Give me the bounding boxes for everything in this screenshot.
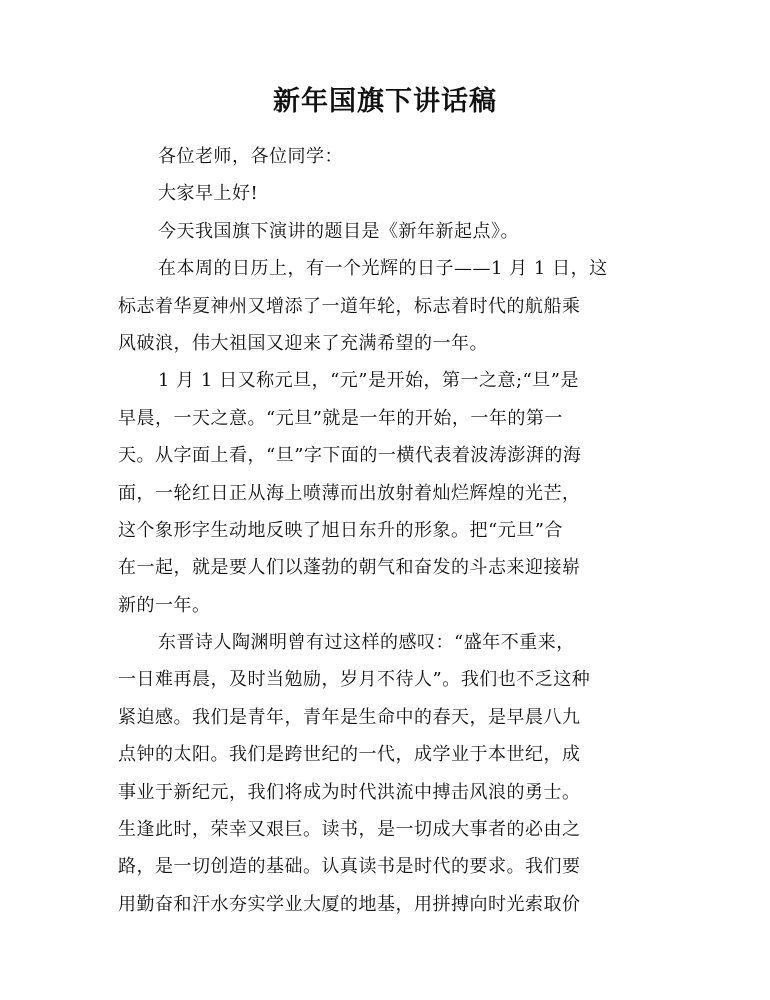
text-line: 1 月 1 日又称元旦，“元”是开始，第一之意;“旦”是 [158, 370, 579, 392]
text-line: 紧迫感。我们是青年，青年是生命中的春天，是早晨八九 [118, 706, 581, 728]
text-line: 东晋诗人陶渊明曾有过这样的感叹：“盛年不重来， [158, 632, 575, 654]
document-body [118, 138, 654, 923]
text-line: 这个象形字生动地反映了旭日东升的形象。把“元旦”合 [118, 519, 563, 541]
text-line: 各位老师，各位同学： [158, 146, 343, 167]
text-line: 风破浪，伟大祖国又迎来了充满希望的一年。 [118, 332, 488, 354]
text-line: 新的一年。 [118, 594, 211, 616]
text-line: 大家早上好! [158, 183, 259, 205]
text-line: 标志着华夏神州又增添了一道年轮，标志着时代的航船乘 [118, 295, 581, 317]
text-line: 点钟的太阳。我们是跨世纪的一代，成学业于本世纪，成 [118, 744, 581, 766]
text-line: 在本周的日历上，有一个光辉的日子——1 月 1 日，这 [158, 258, 608, 280]
text-line: 生逢此时，荣幸又艰巨。读书，是一切成大事者的必由之 [118, 819, 581, 841]
text-line: 早晨，一天之意。“元旦”就是一年的开始，一年的第一 [118, 407, 563, 429]
text-line: 事业于新纪元，我们将成为时代洪流中搏击风浪的勇士。 [118, 781, 581, 803]
text-line: 用勤奋和汗水夯实学业大厦的地基，用拼搏向时光索取价 [118, 893, 581, 915]
text-line: 今天我国旗下演讲的题目是《新年新起点》。 [158, 220, 519, 242]
document-title: 新年国旗下讲话稿 [273, 86, 497, 117]
text-line: 天。从字面上看，“旦”字下面的一横代表着波涛澎湃的海 [118, 445, 582, 467]
text-line: 在一起，就是要人们以蓬勃的朝气和奋发的斗志来迎接崭 [118, 557, 581, 579]
text-line: 一日难再晨，及时当勉励，岁月不待人”。我们也不乏这种 [118, 669, 591, 691]
text-line: 路，是一切创造的基础。认真读书是时代的要求。我们要 [118, 856, 581, 878]
text-line: 面，一轮红日正从海上喷薄而出放射着灿烂辉煌的光芒， [118, 482, 581, 504]
